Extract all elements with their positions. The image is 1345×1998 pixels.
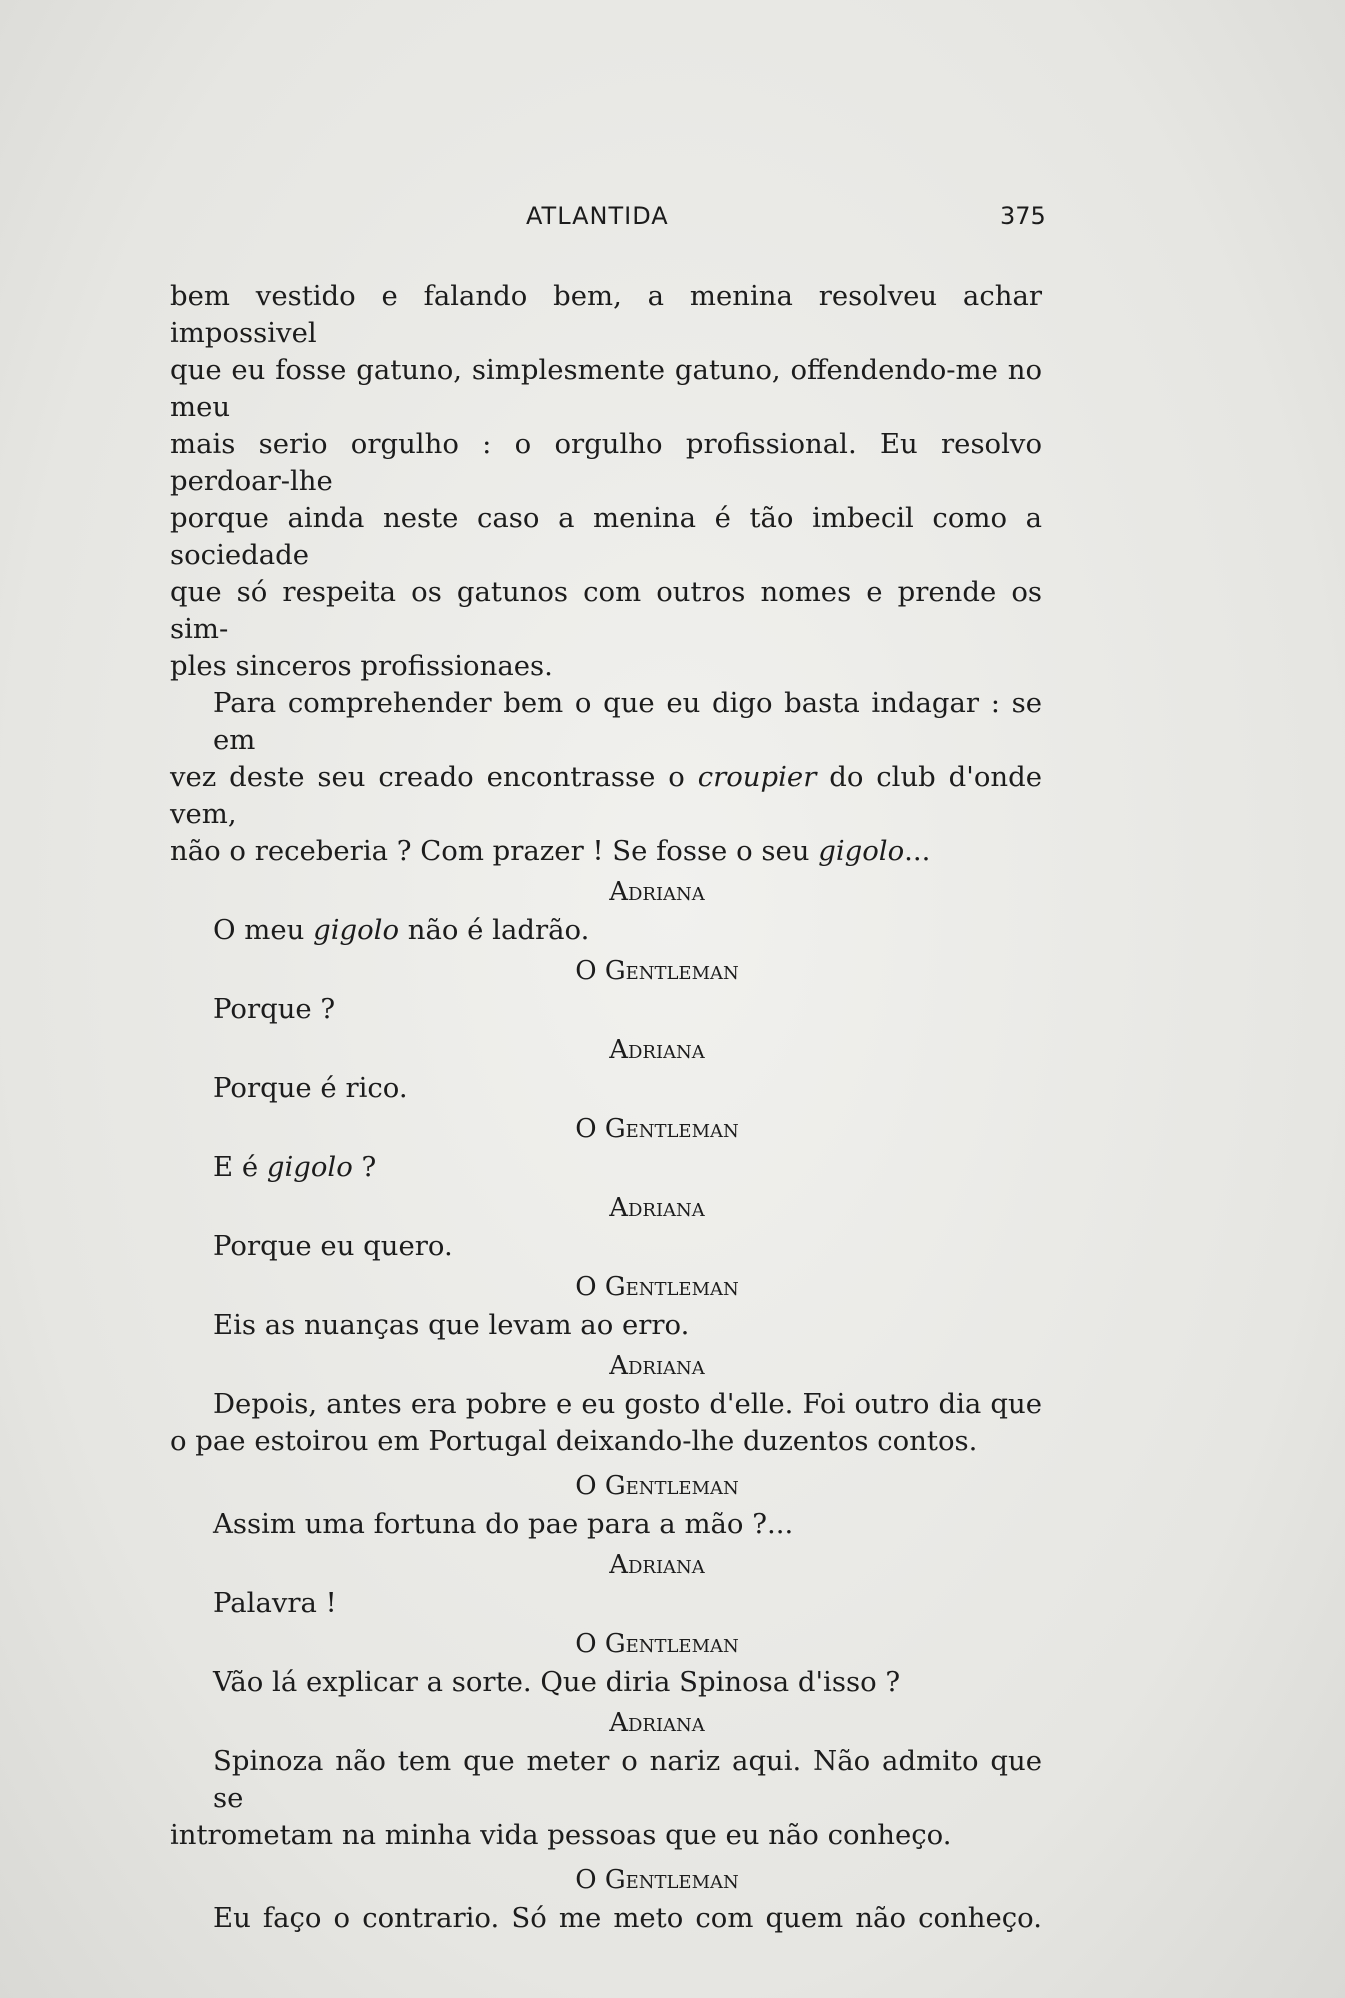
speaker-name: O Gentleman — [575, 1471, 739, 1501]
speech-line: Assim uma fortuna do pae para a mão ?... — [213, 1508, 794, 1540]
speech-line — [170, 1149, 1042, 1186]
text-run: ? — [352, 1151, 377, 1183]
speech-line — [170, 912, 1042, 949]
text-line: porque ainda neste caso a menina é tão imbecil como a sociedade — [170, 502, 1042, 571]
italic-word: gigolo — [266, 1151, 353, 1183]
italic-word: gigolo — [818, 835, 905, 867]
text-line: que eu fosse gatuno, simplesmente gatuno, offendendo-me no meu — [170, 354, 1042, 423]
speaker-name: O Gentleman — [575, 1629, 739, 1659]
text-run: ... — [904, 835, 931, 867]
text-run: do club d'onde vem, — [170, 761, 1042, 830]
text-line — [170, 759, 1042, 833]
page-number: 375 — [1000, 202, 1046, 230]
speech-line: o pae estoirou em Portugal deixando-lhe duzentos contos. — [170, 1425, 978, 1457]
speaker-name: Adriana — [609, 1193, 705, 1223]
text-run: vez deste seu creado encontrasse o — [170, 761, 685, 793]
speech-line: Spinoza não tem que meter o nariz aqui. Não admito que se — [213, 1745, 1042, 1814]
speaker-name: Adriana — [609, 1035, 705, 1065]
italic-word: croupier — [697, 761, 817, 793]
speaker-name: Adriana — [609, 1708, 705, 1738]
speech-line: Depois, antes era pobre e eu gosto d'elle. Foi outro dia que — [213, 1388, 1042, 1420]
text-line: bem vestido e falando bem, a menina resolveu achar impossivel — [170, 280, 1042, 349]
speech-line: Eu faço o contrario. Só me meto com quem não conheço. — [213, 1902, 1042, 1934]
text-line: mais serio orgulho : o orgulho profissional. Eu resolvo perdoar-lhe — [170, 428, 1042, 497]
speaker-name: O Gentleman — [575, 1114, 739, 1144]
speech-line: Vão lá explicar a sorte. Que diria Spinosa d'isso ? — [213, 1666, 901, 1698]
speech-line: intrometam na minha vida pessoas que eu não conheço. — [170, 1819, 952, 1851]
speech-line: Porque é rico. — [213, 1072, 408, 1104]
speaker-name: Adriana — [609, 877, 705, 907]
text-run: não é ladrão. — [399, 914, 590, 946]
speech-line: Porque eu quero. — [213, 1230, 453, 1262]
speech-line: Porque ? — [213, 993, 336, 1025]
text-run: O meu — [213, 914, 314, 946]
speaker-name: Adriana — [609, 1550, 705, 1580]
page-body — [170, 278, 1042, 1937]
text-line — [170, 833, 1042, 870]
speech-line: Eis as nuanças que levam ao erro. — [213, 1309, 690, 1341]
speaker-name: Adriana — [609, 1351, 705, 1381]
italic-word: gigolo — [313, 914, 400, 946]
text-run: E é — [213, 1151, 267, 1183]
text-line: Para comprehender bem o que eu digo basta indagar : se em — [213, 687, 1042, 756]
speaker-name: O Gentleman — [575, 956, 739, 986]
speaker-name: O Gentleman — [575, 1272, 739, 1302]
running-title: ATLANTIDA — [526, 202, 669, 230]
text-run: não o receberia ? Com prazer ! Se fosse o seu — [170, 835, 810, 867]
page-header — [0, 202, 1345, 242]
text-line: ples sinceros profissionaes. — [170, 650, 553, 682]
speaker-name: O Gentleman — [575, 1865, 739, 1895]
text-line: que só respeita os gatunos com outros nomes e prende os sim- — [170, 576, 1042, 645]
speech-line: Palavra ! — [213, 1587, 337, 1619]
